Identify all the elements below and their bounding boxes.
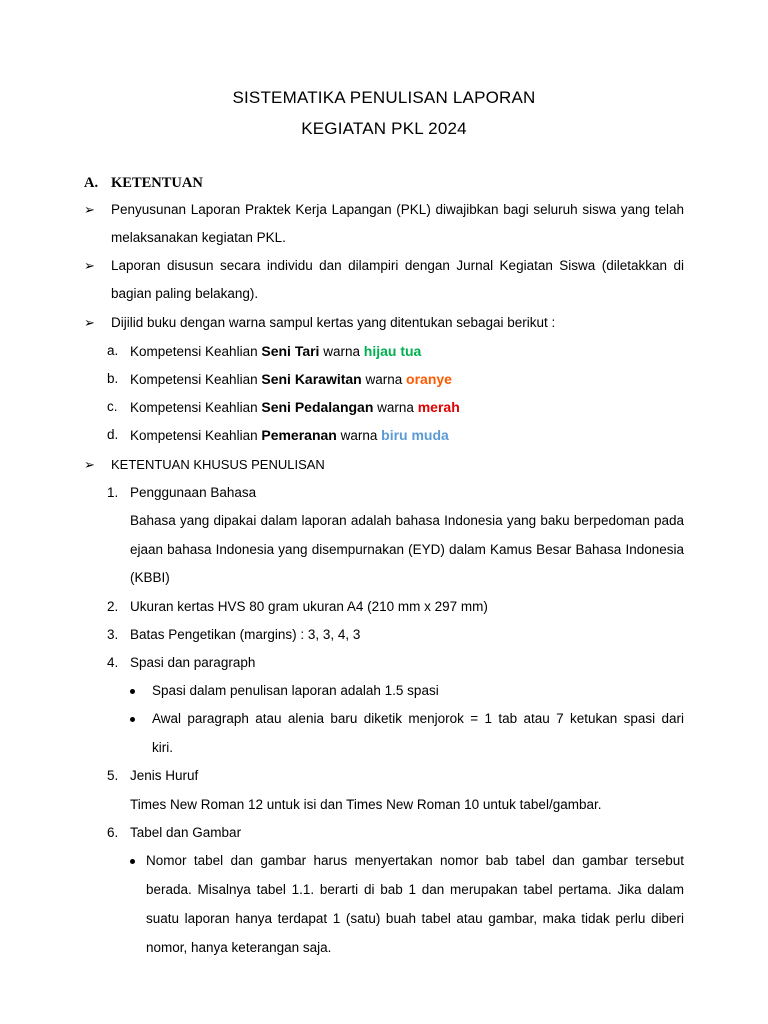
cover-letter: c. <box>107 399 118 414</box>
cover-letter: d. <box>107 427 119 442</box>
cover-color-name: merah <box>417 399 460 415</box>
item-number: 6. <box>107 825 119 840</box>
document-title-line-2: KEGIATAN PKL 2024 <box>301 119 467 138</box>
item-title: Batas Pengetikan (margins) : 3, 3, 4, 3 <box>130 627 361 642</box>
cover-field: Seni Pedalangan <box>261 399 374 415</box>
sub-item-text: Awal paragraph atau alenia baru diketik menjorok = 1 tab atau 7 ketukan spasi dari <box>152 711 684 726</box>
sub-item-text: nomor, hanya keterangan saja. <box>146 940 332 955</box>
item-number: 1. <box>107 485 119 500</box>
item-number: 5. <box>107 768 119 783</box>
cover-mid: warna <box>323 344 360 359</box>
item-body-line: Times New Roman 12 untuk isi dan Times New Roman 10 untuk tabel/gambar. <box>130 797 602 812</box>
bullet-3-line-1: Dijilid buku dengan warna sampul kertas yang ditentukan sebagai berikut : <box>111 315 556 330</box>
item-number: 4. <box>107 655 119 670</box>
cover-mid: warna <box>377 400 414 415</box>
cover-item-pemeranan <box>130 425 449 446</box>
bullet-1-line-2: melaksanakan kegiatan PKL. <box>111 230 286 245</box>
cover-color-name: oranye <box>406 371 452 387</box>
cover-field: Seni Karawitan <box>261 371 362 387</box>
bullet-dot-icon <box>130 689 135 694</box>
item-body-line: ejaan bahasa Indonesia yang disempurnakan (EYD) dalam Kamus Besar Bahasa Indonesia <box>130 542 684 557</box>
cover-field: Pemeranan <box>261 427 337 443</box>
cover-item-seni-tari <box>130 341 421 362</box>
section-heading: KETENTUAN <box>111 175 203 191</box>
arrow-bullet-icon: ➢ <box>84 258 95 273</box>
arrow-bullet-icon: ➢ <box>84 457 95 472</box>
bullet-dot-icon <box>130 717 135 722</box>
cover-letter: b. <box>107 371 119 386</box>
document-title-line-1: SISTEMATIKA PENULISAN LAPORAN <box>232 88 536 107</box>
item-title: Jenis Huruf <box>130 768 199 783</box>
item-title: Spasi dan paragraph <box>130 655 256 670</box>
cover-mid: warna <box>340 428 378 443</box>
item-body-line: Bahasa yang dipakai dalam laporan adalah bahasa Indonesia yang baku berpedoman pada <box>130 513 684 528</box>
cover-item-seni-pedalangan <box>130 397 460 418</box>
item-title: Ukuran kertas HVS 80 gram ukuran A4 (210 mm x 297 mm) <box>130 599 488 614</box>
cover-color-name: hijau tua <box>363 343 422 359</box>
section-letter: A. <box>84 175 99 191</box>
sub-item-text: suatu laporan hanya terdapat 1 (satu) buah tabel atau gambar, maka tidak perlu diberi <box>146 911 684 926</box>
cover-color-name: biru muda <box>381 427 449 443</box>
item-body-line: (KBBI) <box>130 570 170 585</box>
cover-prefix: Kompetensi Keahlian <box>130 400 258 415</box>
sub-item-text: Nomor tabel dan gambar harus menyertakan nomor bab tabel dan gambar tersebut <box>146 853 684 868</box>
sub-item-text: kiri. <box>152 740 173 755</box>
cover-item-seni-karawitan <box>130 369 452 390</box>
item-number: 2. <box>107 599 119 614</box>
bullet-dot-icon <box>130 859 135 864</box>
cover-prefix: Kompetensi Keahlian <box>130 344 258 359</box>
item-title: Tabel dan Gambar <box>130 825 242 840</box>
cover-prefix: Kompetensi Keahlian <box>130 428 258 443</box>
bullet-2-line-1: Laporan disusun secara individu dan dilampiri dengan Jurnal Kegiatan Siswa (diletakkan di <box>111 258 684 273</box>
sub-item-text: berada. Misalnya tabel 1.1. berarti di bab 1 dan merupakan tabel pertama. Jika dalam <box>146 882 684 897</box>
special-heading: KETENTUAN KHUSUS PENULISAN <box>111 457 325 472</box>
cover-field: Seni Tari <box>261 343 320 359</box>
cover-mid: warna <box>365 372 403 387</box>
cover-prefix: Kompetensi Keahlian <box>130 372 258 387</box>
arrow-bullet-icon: ➢ <box>84 202 95 217</box>
item-title: Penggunaan Bahasa <box>130 485 257 500</box>
item-number: 3. <box>107 627 119 642</box>
sub-item-text: Spasi dalam penulisan laporan adalah 1.5 spasi <box>152 683 439 698</box>
bullet-2-line-2: bagian paling belakang). <box>111 286 259 301</box>
arrow-bullet-icon: ➢ <box>84 315 95 330</box>
cover-letter: a. <box>107 343 119 358</box>
bullet-1-line-1: Penyusunan Laporan Praktek Kerja Lapangan (PKL) diwajibkan bagi seluruh siswa yang telah <box>111 202 684 217</box>
